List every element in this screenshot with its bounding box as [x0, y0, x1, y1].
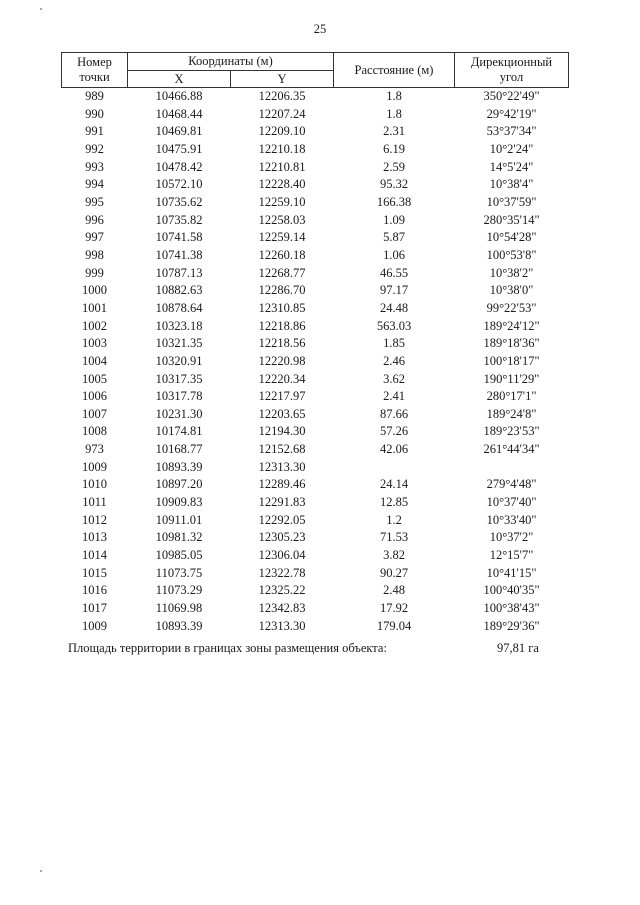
cell-y: 12218.86: [258, 318, 306, 333]
cell-point-number: 1016: [82, 583, 107, 598]
cell-point-number: 998: [85, 247, 104, 262]
cell-y: 12206.35: [258, 89, 306, 103]
cell-angle: 100°38'43": [483, 601, 540, 616]
cell-distance: 2.46: [383, 353, 405, 368]
cell-distance: 2.59: [383, 159, 405, 174]
cell-distance: 166.38: [376, 194, 412, 209]
table-row: [62, 423, 569, 441]
cell-angle: 350°22'49": [483, 89, 540, 103]
cell-distance: 12.85: [379, 495, 409, 510]
cell-y: 12210.81: [258, 159, 306, 174]
cell-point-number: 1014: [82, 548, 107, 563]
cell-x: 10231.30: [155, 406, 203, 421]
cell-x: 11069.98: [155, 601, 203, 616]
cell-x: 10321.35: [155, 336, 203, 351]
table-row: [62, 476, 569, 494]
cell-y: 12289.46: [258, 477, 306, 492]
cell-point-number: 1017: [82, 601, 107, 616]
cell-angle: [455, 459, 569, 477]
cell-y: 12259.14: [258, 230, 306, 245]
cell-angle: 189°24'12": [483, 318, 540, 333]
cell-point-number: 993: [85, 159, 104, 174]
cell-y: 12203.65: [258, 406, 306, 421]
table-row: [62, 159, 569, 177]
cell-point-number: 1009: [82, 459, 107, 474]
cell-x: 11073.75: [155, 565, 203, 580]
cell-point-number: 1005: [82, 371, 107, 386]
cell-distance: 97.17: [379, 283, 409, 298]
header-angle: [455, 53, 569, 88]
cell-y: 12306.04: [258, 548, 306, 563]
cell-x: 10317.35: [155, 371, 203, 386]
table-row: [62, 406, 569, 424]
cell-angle: 100°18'17": [483, 353, 540, 368]
cell-angle: 12°15'7": [489, 548, 534, 563]
header-x: X: [128, 71, 231, 88]
table-row: [62, 265, 569, 283]
cell-x: 10469.81: [155, 124, 203, 139]
cell-point-number: 995: [85, 194, 104, 209]
scan-mark: [40, 870, 42, 872]
table-row: [62, 141, 569, 159]
cell-y: 12310.85: [258, 300, 306, 315]
cell-x: 10741.58: [155, 230, 203, 245]
table-row: [62, 247, 569, 265]
cell-distance: 1.06: [383, 247, 405, 262]
cell-angle: 10°38'4": [489, 177, 534, 192]
cell-point-number: 1007: [82, 406, 107, 421]
cell-y: 12313.30: [258, 618, 306, 633]
table-row: [62, 88, 569, 106]
cell-x: 10878.64: [155, 300, 203, 315]
table-row: [62, 494, 569, 512]
cell-x: 10466.88: [155, 89, 203, 103]
cell-point-number: 1009: [82, 618, 107, 633]
cell-point-number: 992: [85, 141, 104, 156]
table-row: [62, 212, 569, 230]
cell-distance: 3.82: [383, 548, 405, 563]
scan-mark: [40, 8, 42, 10]
cell-angle: 10°38'2": [489, 265, 534, 280]
header-coordinates: Координаты (м): [128, 53, 334, 71]
table-row: [62, 282, 569, 300]
cell-distance: 42.06: [379, 442, 409, 457]
cell-distance: 1.2: [386, 512, 402, 527]
cell-distance: 46.55: [379, 265, 409, 280]
cell-angle: 190°11'29": [483, 371, 540, 386]
cell-y: 12325.22: [258, 583, 306, 598]
cell-x: 10985.05: [155, 548, 203, 563]
header-point-line1: Номер: [77, 55, 112, 69]
cell-y: 12228.40: [258, 177, 306, 192]
cell-x: 10572.10: [155, 177, 203, 192]
cell-x: 10320.91: [155, 353, 203, 368]
table-row: [62, 318, 569, 336]
cell-distance: 1.85: [383, 336, 405, 351]
table-row: [62, 300, 569, 318]
cell-distance: 95.32: [379, 177, 409, 192]
cell-point-number: 990: [85, 106, 104, 121]
cell-y: 12292.05: [258, 512, 306, 527]
header-point-line2: точки: [79, 70, 110, 84]
cell-distance: 2.41: [383, 389, 405, 404]
cell-x: 10893.39: [155, 618, 203, 633]
cell-y: 12209.10: [258, 124, 306, 139]
cell-distance: 563.03: [376, 318, 412, 333]
cell-angle: 100°53'8": [486, 247, 537, 262]
header-point-number: [62, 53, 128, 88]
cell-angle: 189°18'36": [483, 336, 540, 351]
cell-angle: 279°4'48": [486, 477, 537, 492]
table-row: [62, 459, 569, 477]
cell-distance: 6.19: [383, 141, 405, 156]
cell-y: 12210.18: [258, 141, 306, 156]
coordinates-table: [61, 52, 569, 635]
table-row: [62, 529, 569, 547]
cell-angle: 189°29'36": [483, 618, 540, 633]
table-row: [62, 618, 569, 636]
cell-x: 10893.39: [155, 459, 203, 474]
cell-angle: 10°41'15": [486, 565, 537, 580]
cell-x: 10317.78: [155, 389, 203, 404]
cell-distance: [334, 459, 455, 477]
cell-point-number: 996: [85, 212, 104, 227]
cell-y: 12322.78: [258, 565, 306, 580]
table-row: [62, 441, 569, 459]
cell-y: 12342.83: [258, 601, 306, 616]
cell-angle: 29°42'19": [486, 106, 537, 121]
table-row: [62, 353, 569, 371]
cell-angle: 100°40'35": [483, 583, 540, 598]
table-row: [62, 600, 569, 618]
cell-angle: 280°17'1": [486, 389, 537, 404]
cell-angle: 99°22'53": [486, 300, 537, 315]
cell-y: 12207.24: [258, 106, 306, 121]
cell-y: 12152.68: [258, 442, 306, 457]
cell-angle: 10°37'59": [486, 194, 537, 209]
cell-x: 10741.38: [155, 247, 203, 262]
cell-x: 10475.91: [155, 141, 203, 156]
cell-point-number: 1013: [82, 530, 107, 545]
area-label: Площадь территории в границах зоны размещения объекта:: [68, 641, 387, 655]
table-row: [62, 512, 569, 530]
cell-point-number: 999: [85, 265, 104, 280]
cell-x: 10168.77: [155, 442, 203, 457]
cell-y: 12305.23: [258, 530, 306, 545]
cell-point-number: 1001: [82, 300, 107, 315]
cell-y: 12260.18: [258, 247, 306, 262]
cell-point-number: 997: [85, 230, 104, 245]
header-y: Y: [231, 71, 334, 88]
cell-point-number: 989: [85, 89, 104, 103]
cell-point-number: 1015: [82, 565, 107, 580]
table-row: [62, 565, 569, 583]
cell-distance: 24.14: [379, 477, 409, 492]
cell-angle: 53°37'34": [486, 124, 537, 139]
cell-point-number: 1004: [82, 353, 107, 368]
table-row: [62, 123, 569, 141]
cell-point-number: 1011: [82, 495, 107, 510]
table-row: [62, 335, 569, 353]
cell-angle: 189°24'8": [486, 406, 537, 421]
cell-y: 12217.97: [258, 389, 306, 404]
cell-distance: 2.48: [383, 583, 405, 598]
cell-angle: 10°2'24": [489, 141, 534, 156]
table-header: [62, 53, 569, 88]
header-distance: Расстояние (м): [334, 53, 455, 88]
cell-distance: 179.04: [376, 618, 412, 633]
cell-x: 10909.83: [155, 495, 203, 510]
table-row: [62, 547, 569, 565]
cell-point-number: 1012: [82, 512, 107, 527]
cell-point-number: 1010: [82, 477, 107, 492]
table-row: [62, 176, 569, 194]
cell-angle: 10°33'40": [486, 512, 537, 527]
cell-point-number: 1002: [82, 318, 107, 333]
cell-y: 12220.34: [258, 371, 306, 386]
cell-distance: 1.8: [386, 89, 402, 103]
cell-angle: 10°38'0": [489, 283, 534, 298]
cell-x: 10897.20: [155, 477, 203, 492]
cell-point-number: 1006: [82, 389, 107, 404]
cell-distance: 24.48: [379, 300, 409, 315]
cell-point-number: 1008: [82, 424, 107, 439]
cell-x: 10468.44: [155, 106, 203, 121]
cell-y: 12220.98: [258, 353, 306, 368]
table-row: [62, 388, 569, 406]
cell-angle: 10°54'28": [486, 230, 537, 245]
cell-y: 12313.30: [258, 459, 306, 474]
cell-x: 11073.29: [155, 583, 203, 598]
cell-angle: 261°44'34": [483, 442, 540, 457]
cell-x: 10981.32: [155, 530, 203, 545]
page-number: 25: [313, 22, 327, 36]
cell-y: 12218.56: [258, 336, 306, 351]
cell-x: 10787.13: [155, 265, 203, 280]
cell-y: 12268.77: [258, 265, 306, 280]
cell-point-number: 991: [85, 124, 104, 139]
cell-y: 12286.70: [258, 283, 306, 298]
table-row: [62, 229, 569, 247]
cell-angle: 10°37'40": [486, 495, 537, 510]
cell-x: 10323.18: [155, 318, 203, 333]
area-value: 97,81 га: [497, 641, 539, 655]
cell-x: 10735.82: [155, 212, 203, 227]
cell-distance: 71.53: [379, 530, 409, 545]
cell-angle: 280°35'14": [483, 212, 540, 227]
cell-angle: 10°37'2": [489, 530, 534, 545]
cell-x: 10911.01: [155, 512, 203, 527]
header-angle-line2: угол: [499, 70, 524, 84]
cell-distance: 57.26: [379, 424, 409, 439]
cell-x: 10174.81: [155, 424, 203, 439]
cell-distance: 1.09: [383, 212, 405, 227]
cell-angle: 14°5'24": [489, 159, 534, 174]
cell-distance: 5.87: [383, 230, 405, 245]
table-row: [62, 371, 569, 389]
table-row: [62, 582, 569, 600]
cell-point-number: 1003: [82, 336, 107, 351]
table-row: [62, 106, 569, 124]
cell-distance: 90.27: [379, 565, 409, 580]
cell-point-number: 994: [85, 177, 104, 192]
cell-angle: 189°23'53": [483, 424, 540, 439]
cell-distance: 3.62: [383, 371, 405, 386]
cell-point-number: 973: [85, 442, 104, 457]
cell-distance: 17.92: [379, 601, 409, 616]
cell-y: 12259.10: [258, 194, 306, 209]
cell-point-number: 1000: [82, 283, 107, 298]
cell-x: 10882.63: [155, 283, 203, 298]
cell-distance: 1.8: [386, 106, 402, 121]
cell-y: 12258.03: [258, 212, 306, 227]
header-angle-line1: Дирекционный: [470, 55, 553, 69]
cell-distance: 87.66: [379, 406, 409, 421]
cell-y: 12194.30: [258, 424, 306, 439]
cell-distance: 2.31: [383, 124, 405, 139]
cell-x: 10478.42: [155, 159, 203, 174]
cell-x: 10735.62: [155, 194, 203, 209]
cell-y: 12291.83: [258, 495, 306, 510]
table-body: [62, 88, 569, 636]
table-row: [62, 194, 569, 212]
